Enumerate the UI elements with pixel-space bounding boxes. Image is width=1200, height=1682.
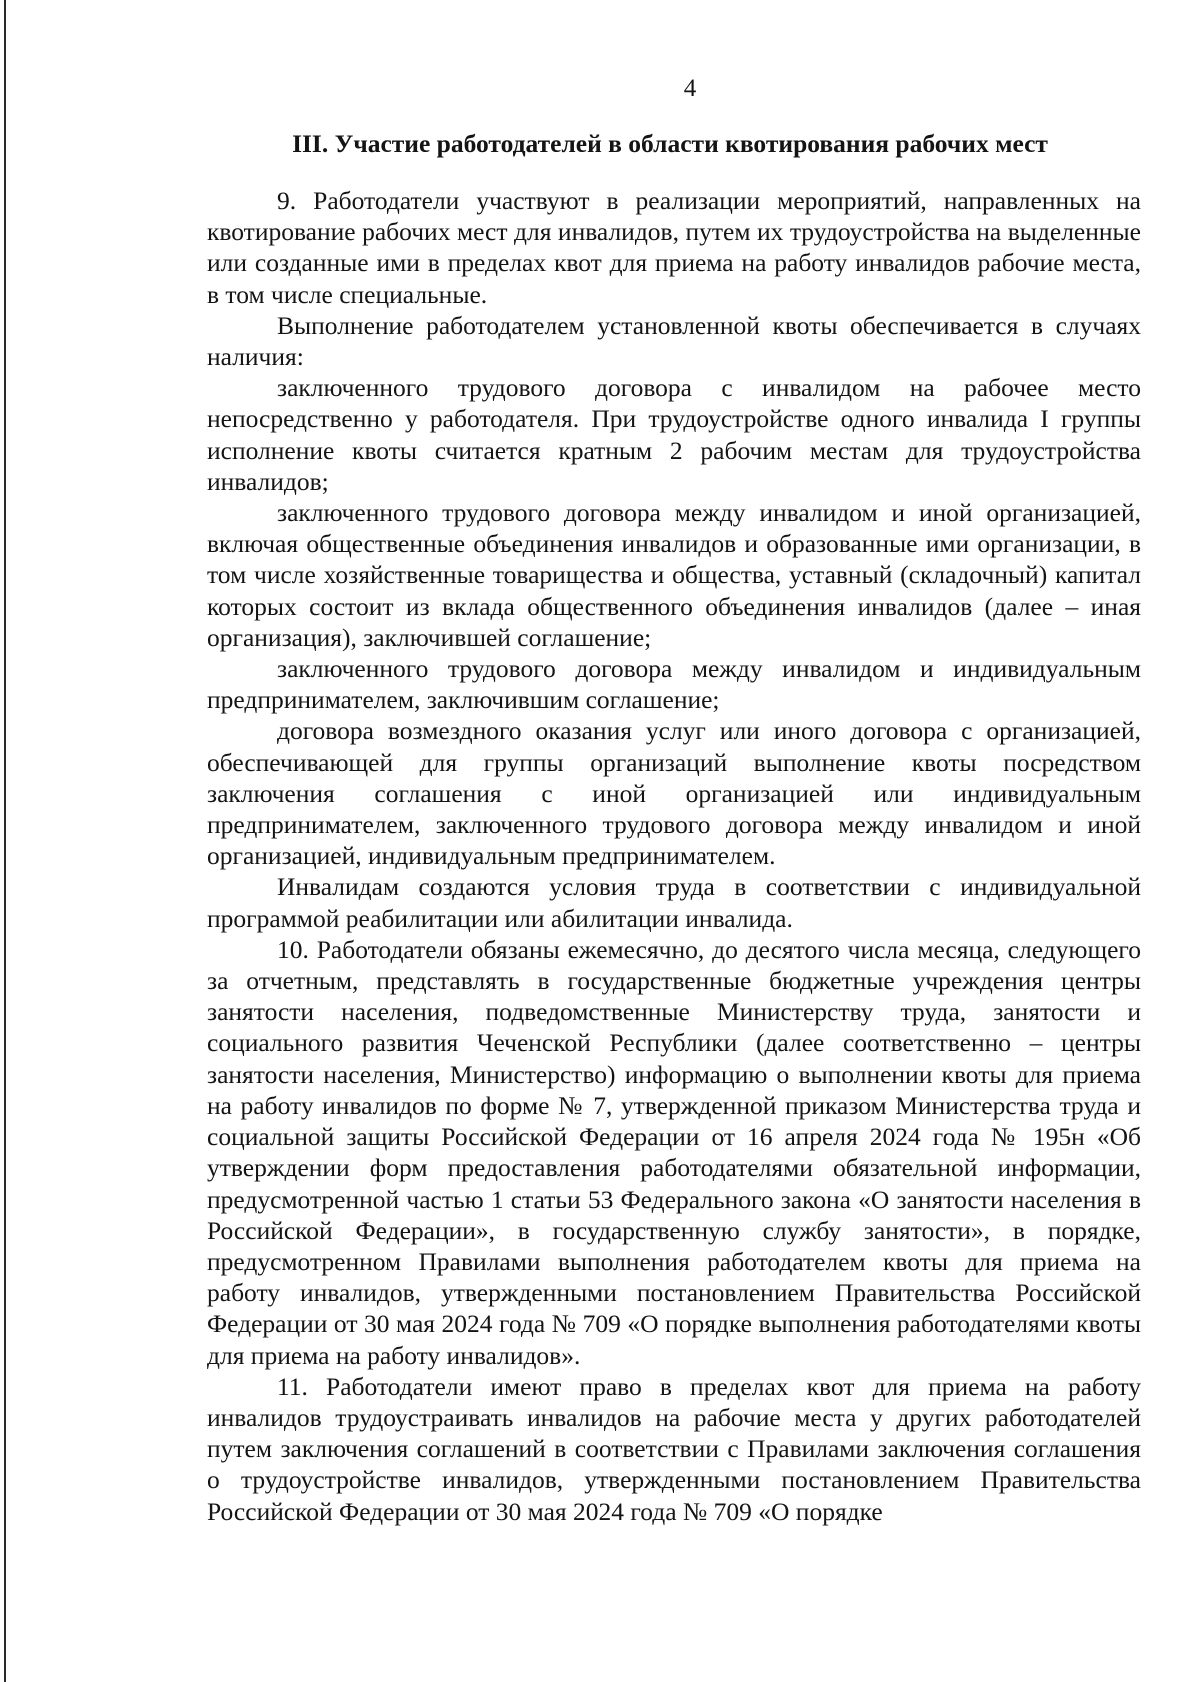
paragraph-item-9: 9. Работодатели участвуют в реализации мероприятий, направленных на квотирование рабочих мест для инвалидов, путем их трудоустройства на выделенные или созданные ими в пределах квот для приема на работу инвалидов рабочие места, в том числе специальные. — [207, 186, 1141, 309]
document-body — [207, 185, 1141, 1527]
paragraph-quota-conditions: Выполнение работодателем установленной квоты обеспечивается в случаях наличия: — [207, 310, 1141, 372]
section-title: III. Участие работодателей в области квотирования рабочих мест — [292, 129, 1048, 158]
scan-edge-line — [4, 0, 6, 1682]
paragraph-contract-entrepreneur: заключенного трудового договора между инвалидом и индивидуальным предпринимателем, заключившим соглашение; — [207, 654, 1141, 715]
paragraph-contract-employer: заключенного трудового договора с инвалидом на рабочее место непосредственно у работодателя. При трудоустройстве одного инвалида I группы исполнение квоты считается кратным 2 рабочим местам для трудоустройства инвалидов; — [207, 373, 1141, 496]
paragraph-item-10: 10. Работодатели обязаны ежемесячно, до десятого числа месяца, следующего за отчетным, представлять в государственные бюджетные учреждения центры занятости населения, подведомственные Министерству труда, занятости и социального развития Чеченской Республики (далее соответственно – центры занятости населения, Министерство) информацию о выполнении квоты для приема на работу инвалидов по форме № 7, утвержденной приказом Министерства труда и социальной защиты Российской Федерации от 16 апреля 2024 года № 195н «Об утверждении форм предоставления работодателями обязательной информации, предусмотренной частью 1 статьи 53 Федерального закона «О занятости населения в Российской Федерации», в государственную службу занятости», в порядке, предусмотренном Правилами выполнения работодателем квоты для приема на работу инвалидов, утвержденными постановлением Правительства Российской Федерации от 30 мая 2024 года № 709 «О порядке выполнения работодателями квоты для приема на работу инвалидов». — [207, 934, 1141, 1370]
paragraph-item-11: 11. Работодатели имеют право в пределах квот для приема на работу инвалидов трудоустраивать инвалидов на рабочие места у других работодателей путем заключения соглашений в соответствии с Правилами заключения соглашения о трудоустройстве инвалидов, утвержденными постановлением Правительства Российской Федерации от 30 мая 2024 года № 709 «О порядке — [207, 1371, 1141, 1526]
paragraph-working-conditions: Инвалидам создаются условия труда в соответствии с индивидуальной программой реабилитации или абилитации инвалида. — [207, 872, 1141, 933]
page-number: 4 — [683, 75, 697, 102]
paragraph-contract-other-organization: заключенного трудового договора между инвалидом и иной организацией, включая общественные объединения инвалидов и образованные ими организации, в том числе хозяйственные товарищества и общества, уставный (складочный) капитал которых состоит из вклада общественного объединения инвалидов (далее – иная организация), заключившей соглашение; — [207, 498, 1141, 652]
paragraph-service-contract: договора возмездного оказания услуг или иного договора с организацией, обеспечивающей для группы организаций выполнение квоты посредством заключения соглашения с иной организацией или индивидуальным предпринимателем, заключенного трудового договора между инвалидом и иной организацией, индивидуальным предпринимателем. — [207, 716, 1141, 871]
